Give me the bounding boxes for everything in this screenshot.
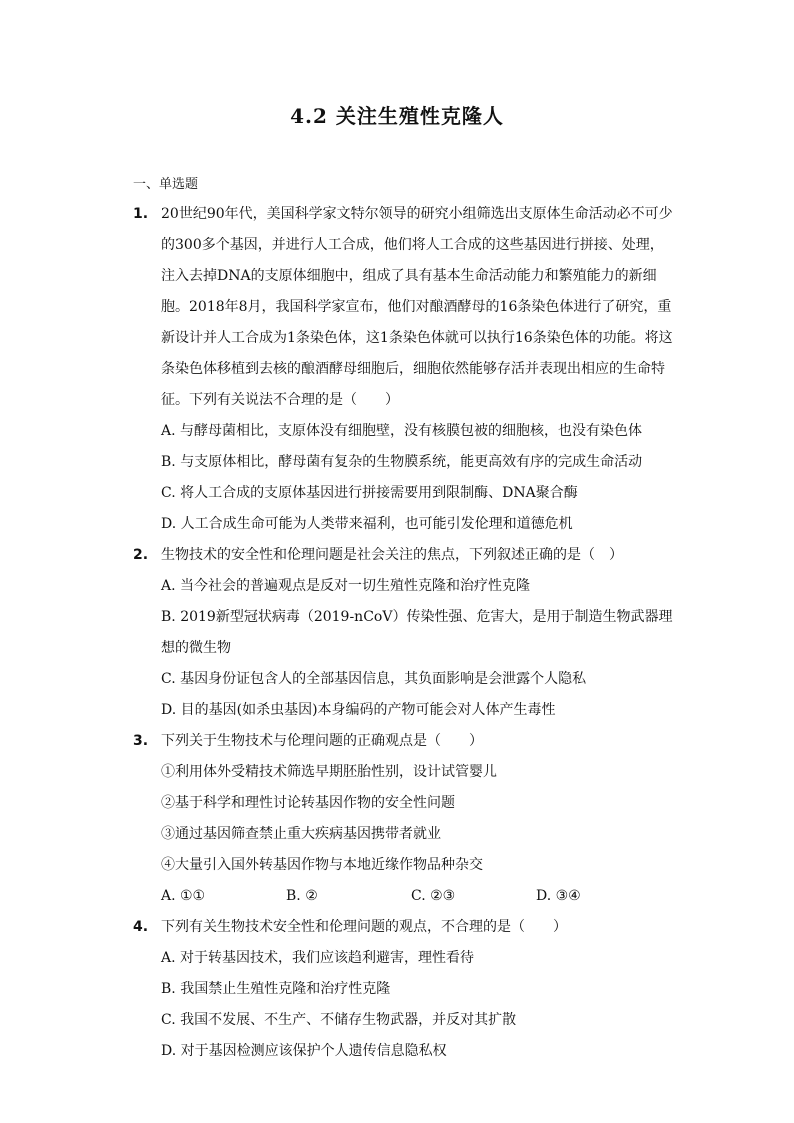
question-stem: 下列有关生物技术安全性和伦理问题的观点，不合理的是（ ）: [161, 919, 567, 935]
statement-3: ③通过基因筛查禁止重大疾病基因携带者就业: [161, 826, 441, 842]
option-c: C. 我国不发展、不生产、不储存生物武器，并反对其扩散: [161, 1012, 517, 1028]
option-c: C. 将人工合成的支原体基因进行拼接需要用到限制酶、DNA聚合酶: [161, 485, 578, 501]
question-number: 4.: [133, 919, 149, 935]
option-b: B. 2019新型冠状病毒（2019-nCoV）传染性强、危害大，是用于制造生物武器理想的微生物: [161, 609, 673, 656]
question-stem: 生物技术的安全性和伦理问题是社会关注的焦点，下列叙述正确的是（ ）: [161, 547, 623, 563]
option-c: C. 基因身份证包含人的全部基因信息，其负面影响是会泄露个人隐私: [161, 671, 587, 687]
option-d: D. 目的基因(如杀虫基因)本身编码的产物可能会对人体产生毒性: [161, 702, 556, 718]
document-title: 4.2 关注生殖性克隆人: [290, 104, 504, 128]
statement-4: ④大量引入国外转基因作物与本地近缘作物品种杂交: [161, 857, 483, 873]
option-d: D. ③④: [536, 888, 581, 904]
option-a: A. 对于转基因技术，我们应该趋利避害，理性看待: [161, 950, 475, 966]
option-b: B. ②: [286, 888, 318, 904]
option-a: A. 与酵母菌相比，支原体没有细胞壁，没有核膜包被的细胞核，也没有染色体: [161, 423, 643, 439]
question-number: 1.: [133, 206, 149, 222]
option-d: D. 对于基因检测应该保护个人遗传信息隐私权: [161, 1043, 447, 1059]
question-stem: 20世纪90年代，美国科学家文特尔领导的研究小组筛选出支原体生命活动必不可少的300多个基因，并进行人工合成，他们将人工合成的这些基因进行拼接、处理，注入去掉DNA的支原体细胞中，组成了具有基本生命活动能力和繁殖能力的新细胞。2018年8月，我国科学家宣布，他们对酿酒酵母的16条染色体进行了研究，重新设计并人工合成为1条染色体，这1条染色体就可以执行16条染色体的功能。将这条染色体移植到去核的酿酒酵母细胞后，细胞依然能够存活并表现出相应的生命特征。下列有关说法不合理的是（ ）: [161, 206, 673, 408]
question-4: [133, 912, 673, 1067]
question-3: [133, 726, 673, 912]
option-row: [161, 881, 673, 912]
question-number: 2.: [133, 547, 149, 563]
section-heading: 一、单选题: [133, 177, 199, 192]
option-c: C. ②③: [411, 888, 456, 904]
option-a: A. ①①: [161, 888, 206, 904]
question-1: [133, 199, 673, 540]
option-a: A. 当今社会的普遍观点是反对一切生殖性克隆和治疗性克隆: [161, 578, 531, 594]
question-number: 3.: [133, 733, 149, 749]
question-stem: 下列关于生物技术与伦理问题的正确观点是（ ）: [161, 733, 483, 749]
option-d: D. 人工合成生命可能为人类带来福利，也可能引发伦理和道德危机: [161, 516, 573, 532]
question-list: [133, 199, 673, 1067]
statement-2: ②基于科学和理性讨论转基因作物的安全性问题: [161, 795, 455, 811]
question-2: [133, 540, 673, 726]
statement-1: ①利用体外受精技术筛选早期胚胎性别，设计试管婴儿: [161, 764, 497, 780]
option-b: B. 我国禁止生殖性克隆和治疗性克隆: [161, 981, 391, 997]
option-b: B. 与支原体相比，酵母菌有复杂的生物膜系统，能更高效有序的完成生命活动: [161, 454, 643, 470]
